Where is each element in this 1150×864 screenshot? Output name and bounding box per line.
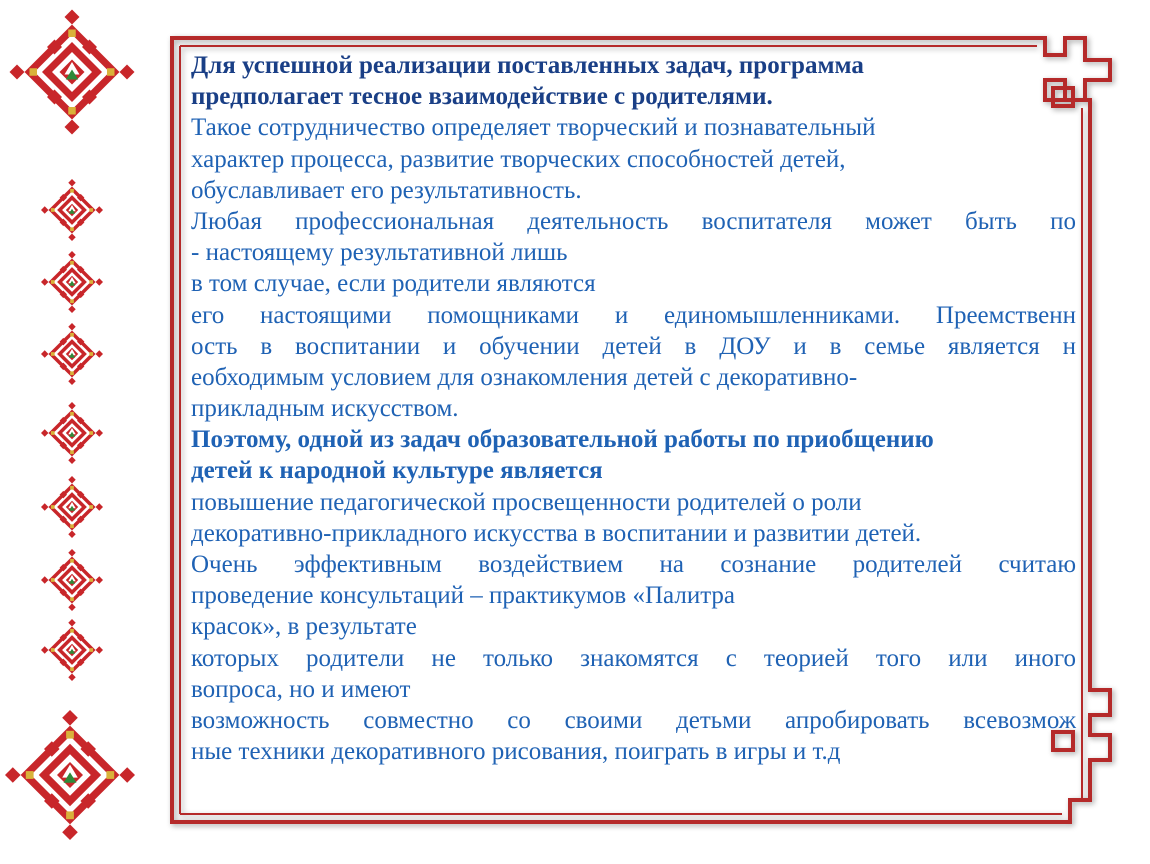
text-line: вопроса, но и имеют: [191, 675, 411, 703]
text-line: Любая профессиональная деятельность воспитателя может быть по: [191, 207, 1076, 235]
rosette-top-icon: [10, 10, 135, 135]
text-line: еобходимым условием для ознакомления детей с декоративно-: [191, 363, 858, 391]
text-line: ость в воспитании и обучении детей в ДОУ и в семье является н: [191, 332, 1076, 360]
text-line: - настоящему результативной лишь: [191, 239, 568, 267]
text-line: прикладным искусством.: [191, 395, 459, 423]
text-line: характер процесса, развитие творческих способностей детей,: [191, 145, 846, 173]
text-line: Поэтому, одной из задач образовательной работы по приобщению: [191, 426, 934, 454]
rosette-3-icon: [41, 323, 103, 385]
text-line: детей к народной культуре является: [191, 457, 603, 485]
embroidery-ornament-column: [0, 0, 160, 864]
text-line: Для успешной реализации поставленных задач, программа: [191, 52, 864, 79]
text-line: декоративно-прикладного искусства в воспитании и развитии детей.: [191, 519, 922, 547]
text-line: проведение консультаций – практикумов «Палитра: [191, 582, 736, 610]
rosette-1-icon: [41, 179, 103, 241]
text-line: Очень эффективным воздействием на сознание родителей считаю: [191, 551, 1076, 578]
text-line: Такое сотрудничество определяет творческий и познавательный: [191, 114, 876, 142]
text-line: обуславливает его результативность.: [191, 176, 582, 204]
rosette-7-icon: [41, 619, 103, 681]
text-block: [191, 50, 1081, 767]
text-line: в том случае, если родители являются: [191, 270, 596, 298]
rosette-6-icon: [41, 549, 103, 611]
text-line: ные техники декоративного рисования, поиграть в игры и т.д: [191, 738, 841, 766]
text-line: возможность совместно со своими детьми апробировать всевозмож: [191, 706, 1076, 734]
text-line: предполагает тесное взаимодействие с родителями.: [191, 83, 773, 111]
text-line: которых родители не только знакомятся с теорией того или иного: [191, 644, 1076, 672]
rosette-2-icon: [41, 251, 103, 313]
rosette-bottom-icon: [5, 710, 135, 840]
text-line: его настоящими помощниками и единомышленниками. Преемственн: [191, 301, 1076, 329]
rosette-4-icon: [41, 402, 103, 464]
rosette-5-icon: [41, 476, 103, 538]
text-line: красок», в результате: [191, 613, 417, 641]
text-line: повышение педагогической просвещенности родителей о роли: [191, 488, 862, 516]
